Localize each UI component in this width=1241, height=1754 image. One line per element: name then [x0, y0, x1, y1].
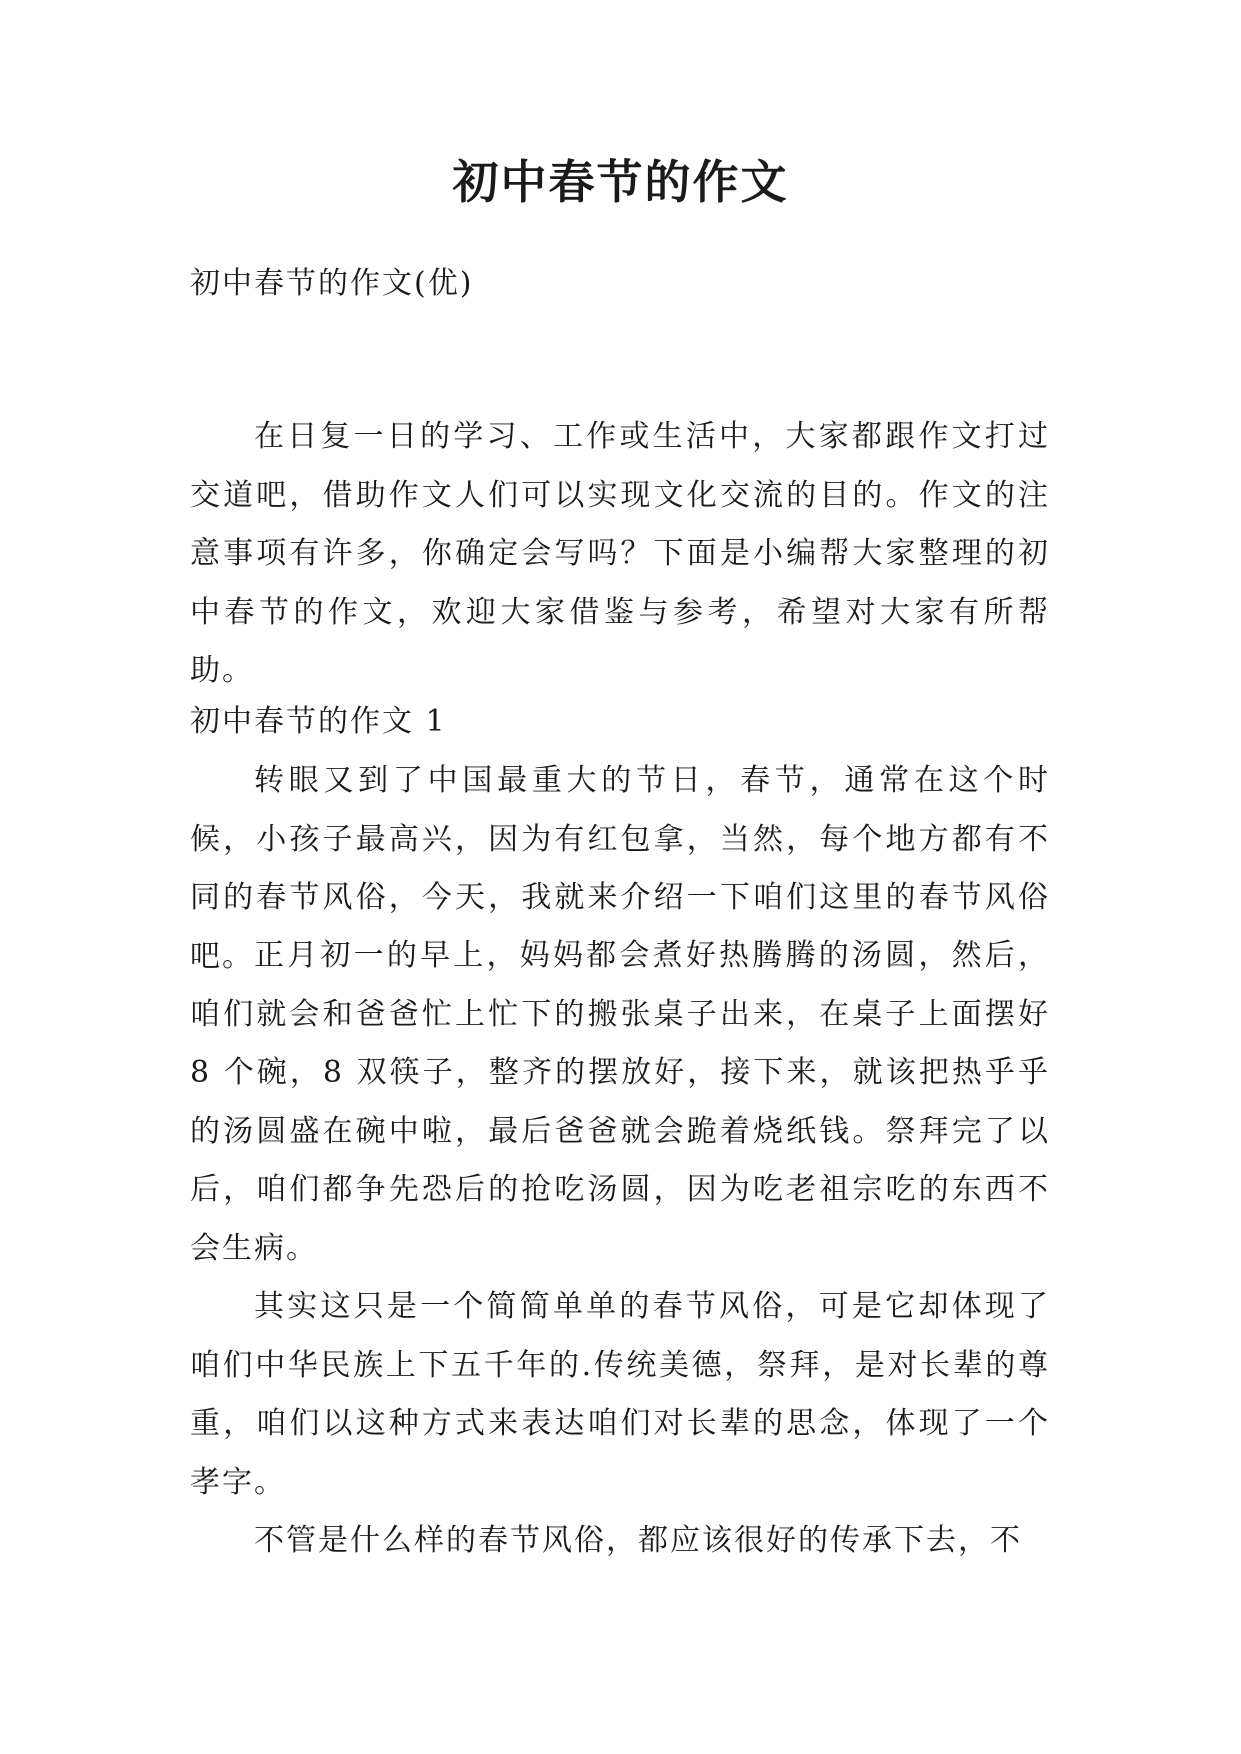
body-paragraph: 转眼又到了中国最重大的节日，春节，通常在这个时候，小孩子最高兴，因为有红包拿，当然，每个地方都有不同的春节风俗，今天，我就来介绍一下咱们这里的春节风俗吧。: [190, 763, 1050, 974]
body-paragraph: 正月初一的早上，妈妈都会煮好热腾腾的汤圆，然后，咱们就会和爸爸忙上忙下的搬张桌子出来，在桌子上面摆好 8 个碗，8 双筷子，整齐的摆放好，接下来，就该把热乎乎的汤圆盛在碗中啦，最后爸爸就会跪着烧纸钱。祭拜完了以后，咱们都争先恐后的抢吃汤圆，因为吃老祖宗吃的东西不会生病。: [190, 938, 1050, 1266]
document-subtitle: 初中春节的作文(优): [190, 266, 474, 301]
body-paragraph: 其实这只是一个简简单单的春节风俗，可是它却体现了咱们中华民族上下五千年的.传统美德，祭拜，是对长辈的尊重，咱们以这种方式来表达咱们对长辈的思念，体现了一个孝字。: [190, 1289, 1050, 1500]
document-title: 初中春节的作文: [452, 155, 789, 209]
section-heading: 初中春节的作文 1: [190, 704, 447, 739]
body-paragraph: 不管是什么样的春节风俗，都应该很好的传承下去，不: [254, 1523, 1022, 1558]
intro-paragraph: 在日复一日的学习、工作或生活中，大家都跟作文打过交道吧，借助作文人们可以实现文化交流的目的。作文的注意事项有许多，你确定会写吗？下面是小编帮大家整理的初中春节的作文，欢迎大家借鉴与参考，希望对大家有所帮助。: [190, 419, 1050, 688]
